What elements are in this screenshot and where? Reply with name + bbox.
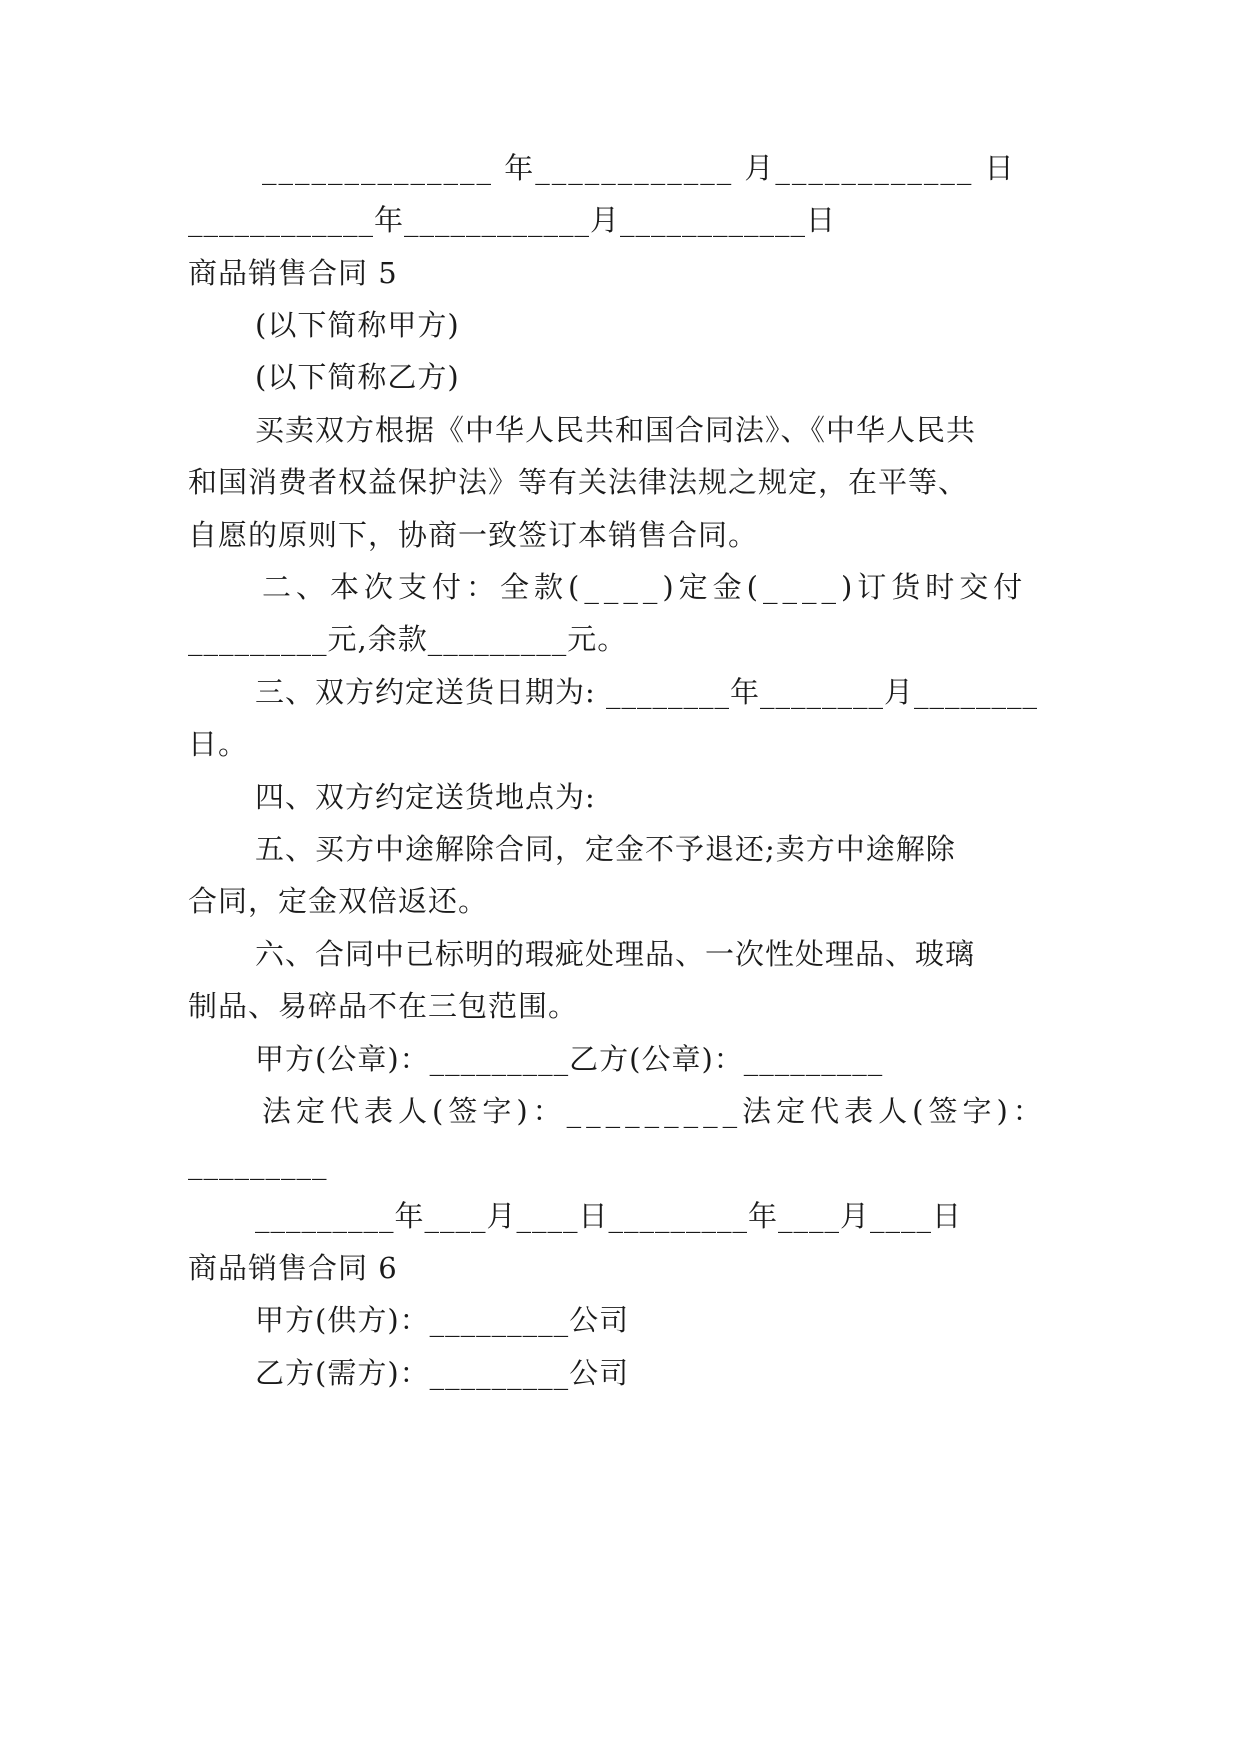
party-a-note: (以下简称甲方): [255, 308, 460, 342]
paragraph-intro-line-1: 买卖双方根据《中华人民共和国合同法》、《中华人民共: [255, 413, 977, 447]
clause-2-line-1: 二、本次支付：全款(____)定金(____)订货时交付: [262, 570, 1028, 604]
section-heading-5: 商品销售合同 5: [188, 256, 398, 290]
clause-2-line-2: _________元,余款_________元。: [188, 622, 628, 656]
clause-4: 四、双方约定送货地点为:: [255, 780, 596, 814]
seal-line: 甲方(公章)：_________乙方(公章)：_________: [255, 1042, 884, 1076]
paragraph-intro-line-2: 和国消费者权益保护法》等有关法律法规之规定，在平等、: [188, 465, 969, 499]
party-b-note: (以下简称乙方): [255, 360, 460, 394]
clause-3-line-2: 日。: [188, 727, 249, 761]
date-line-2: ____________年____________月____________日: [188, 203, 837, 237]
date-line-1: ______________ 年____________ 月____________ 日: [262, 151, 1016, 185]
section-heading-6: 商品销售合同 6: [188, 1251, 398, 1285]
date-line-3: _________年____月____日_________年____月____日: [255, 1199, 963, 1233]
paragraph-intro-line-3: 自愿的原则下，协商一致签订本销售合同。: [188, 518, 759, 552]
clause-5-line-2: 合同，定金双倍返还。: [188, 884, 489, 918]
clause-3-line-1: 三、双方约定送货日期为: ________年________月________: [255, 675, 1038, 709]
clause-6-line-2: 制品、易碎品不在三包范围。: [188, 989, 579, 1023]
buyer-line: 乙方(需方)：_________公司: [255, 1356, 630, 1390]
signature-line: 法定代表人(签字)：_________法定代表人(签字)：: [262, 1094, 1047, 1128]
supplier-line: 甲方(供方)：_________公司: [255, 1303, 630, 1337]
signature-blank: _________: [188, 1146, 328, 1180]
clause-5-line-1: 五、买方中途解除合同，定金不予退还;卖方中途解除: [255, 832, 956, 866]
clause-6-line-1: 六、合同中已标明的瑕疵处理品、一次性处理品、玻璃: [255, 937, 976, 971]
